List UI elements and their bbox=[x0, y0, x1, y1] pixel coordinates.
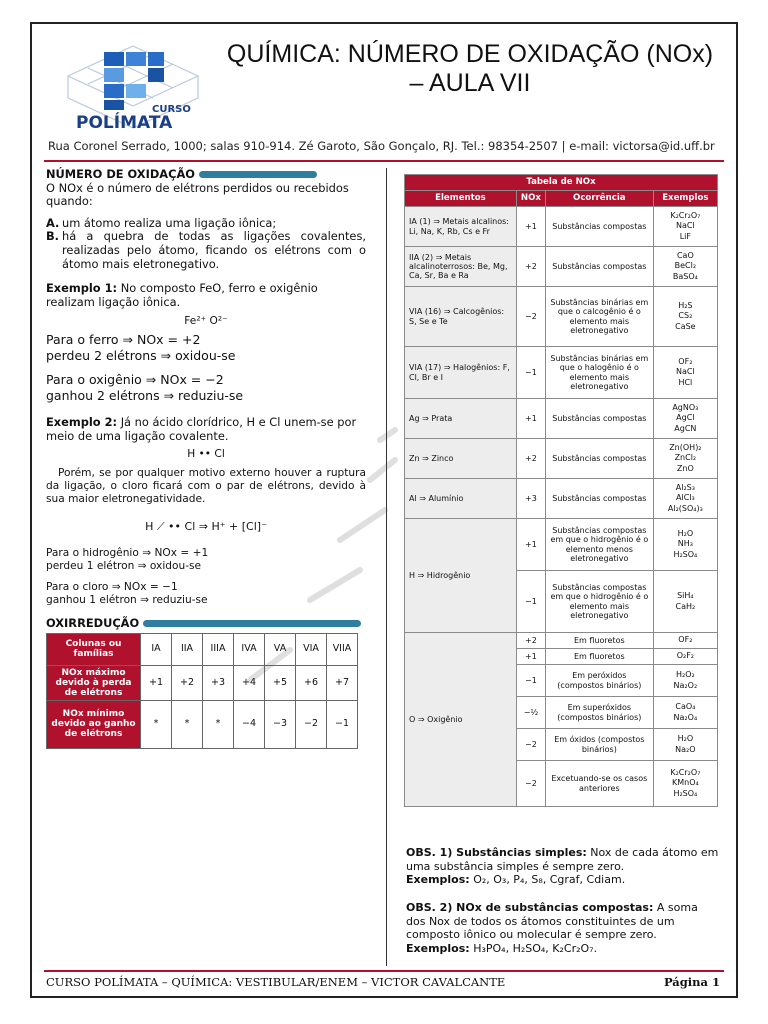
example-formula: BaSO₄ bbox=[672, 271, 698, 281]
example-formula: Al₂S₃ bbox=[675, 482, 695, 492]
example-formula: ZnCl₂ bbox=[674, 453, 697, 463]
example-formula: NaCl bbox=[676, 367, 695, 377]
nox-cell: −2 bbox=[516, 287, 545, 347]
table-row bbox=[405, 247, 718, 287]
rule-line: Para o ferro ⇒ NOx = +2 bbox=[46, 332, 201, 348]
table-cell: IIIA bbox=[203, 633, 234, 665]
intro-text: O NOx é o número de elétrons perdidos ou recebidos quando: bbox=[46, 180, 349, 209]
example-formula: NH₃ bbox=[677, 539, 693, 549]
example-formula: AlCl₃ bbox=[676, 493, 695, 503]
footer-divider bbox=[44, 970, 724, 972]
polimata-logo bbox=[48, 28, 218, 132]
element-cell: VIA (16) ⇒ Calcogênios: S, Se e Te bbox=[405, 287, 517, 347]
title-line-1: QUÍMICA: NÚMERO DE OXIDAÇÃO (NOx) bbox=[226, 40, 714, 68]
occurrence-cell: Substâncias binárias em que o calcogênio é o elemento mais eletronegativo bbox=[545, 287, 653, 347]
table-row bbox=[405, 287, 718, 347]
examples-cell bbox=[653, 399, 717, 439]
examples-cell bbox=[653, 207, 717, 247]
examples-cell bbox=[653, 479, 717, 519]
table-caption-row bbox=[405, 175, 718, 191]
section-bar bbox=[199, 171, 317, 178]
obs-2-examples-text: H₃PO₄, H₂SO₄, K₂Cr₂O₇. bbox=[473, 941, 598, 955]
example-formula: CaSe bbox=[675, 321, 696, 331]
obs-1-text bbox=[406, 846, 720, 873]
table-cell: IIA bbox=[172, 633, 203, 665]
example-formula: Na₂O bbox=[675, 744, 696, 754]
table-cell: +2 bbox=[172, 665, 203, 700]
table-cell: +3 bbox=[203, 665, 234, 700]
example-formula: KMnO₄ bbox=[671, 778, 699, 788]
example-formula: K₂Cr₂O₇ bbox=[670, 767, 701, 777]
table-cell: +7 bbox=[327, 665, 358, 700]
table-cell: +6 bbox=[296, 665, 327, 700]
table-row bbox=[405, 439, 718, 479]
row-header: Colunas ou famílias bbox=[47, 633, 141, 665]
example-formula: AgCN bbox=[674, 423, 697, 433]
example-2 bbox=[46, 416, 366, 443]
nox-cell: +2 bbox=[516, 633, 545, 649]
element-cell: Ag ⇒ Prata bbox=[405, 399, 517, 439]
occurrence-cell: Substâncias binárias em que o halogênio é o elemento mais eletronegativo bbox=[545, 347, 653, 399]
title-line-2: – AULA VII bbox=[409, 69, 531, 97]
obs-1 bbox=[406, 846, 720, 887]
example-1-label: Exemplo 1: bbox=[46, 281, 118, 296]
example-formula: NaCl bbox=[676, 221, 695, 231]
table-cell: −3 bbox=[265, 700, 296, 748]
rule-line: Para o cloro ⇒ NOx = −1 bbox=[46, 581, 178, 594]
example-formula: LiF bbox=[679, 231, 691, 241]
example-2-break-equation: H ⟋ •• Cl ⇒ H⁺ + [Cl]⁻ bbox=[145, 519, 267, 533]
table-row bbox=[405, 479, 718, 519]
examples-cell bbox=[653, 633, 717, 649]
nox-cell: −1 bbox=[516, 571, 545, 633]
examples-cell bbox=[653, 729, 717, 761]
element-cell: IIA (2) ⇒ Metais alcalinoterrosos: Be, Mg, Ca, Sr, Ba e Ra bbox=[405, 247, 517, 287]
nox-cell: +1 bbox=[516, 519, 545, 571]
table-row bbox=[47, 633, 358, 665]
example-1-ions: Fe²⁺ O²⁻ bbox=[184, 315, 228, 328]
rule-line: Para o hidrogênio ⇒ NOx = +1 bbox=[46, 547, 209, 560]
obs-2-body: A soma dos Nox de todos os átomos constituintes de um composto iônico ou molecular é sempre zero. bbox=[406, 901, 698, 942]
obs-2-label: OBS. 2) NOx de substâncias compostas: bbox=[406, 901, 654, 914]
obs-1-examples-text: O₂, O₃, P₄, S₈, Cgraf, Cdiam. bbox=[473, 873, 626, 887]
nox-cell: −½ bbox=[516, 697, 545, 729]
obs-1-label: OBS. 1) Substâncias simples: bbox=[406, 846, 587, 859]
example-formula: SiH₄ bbox=[677, 591, 694, 601]
example-formula: OF₂ bbox=[678, 356, 693, 366]
example-formula: Zn(OH)₂ bbox=[669, 442, 702, 452]
example-formula: OF₂ bbox=[678, 635, 693, 645]
example-formula: H₂S bbox=[678, 300, 693, 310]
table-cell: +1 bbox=[141, 665, 172, 700]
example-formula: ZnO bbox=[676, 463, 694, 473]
occurrence-cell: Substâncias compostas bbox=[545, 399, 653, 439]
example-formula: CaH₂ bbox=[675, 601, 696, 611]
element-cell: O ⇒ Oxigênio bbox=[405, 633, 517, 807]
table-cell: * bbox=[203, 700, 234, 748]
table-row bbox=[405, 519, 718, 571]
nox-cell: +3 bbox=[516, 479, 545, 519]
table-cell: −4 bbox=[234, 700, 265, 748]
table-row bbox=[405, 347, 718, 399]
table-cell: −1 bbox=[327, 700, 358, 748]
table-cell: * bbox=[141, 700, 172, 748]
nox-cell: −1 bbox=[516, 347, 545, 399]
obs-2-text bbox=[406, 901, 720, 942]
examples-cell bbox=[653, 519, 717, 571]
table-cell: +5 bbox=[265, 665, 296, 700]
list-item bbox=[46, 217, 366, 231]
example-formula: H₂O bbox=[677, 734, 694, 744]
logo-name-text: POLÍMATA bbox=[76, 113, 173, 132]
example-formula: CS₂ bbox=[678, 311, 693, 321]
list-item-key: B. bbox=[46, 229, 60, 244]
row-header: NOx máximo devido à perda de elétrons bbox=[47, 665, 141, 700]
page-number: Página 1 bbox=[663, 975, 720, 989]
nox-table-body bbox=[405, 207, 718, 807]
example-formula: AgCl bbox=[676, 413, 695, 423]
rule-line: perdeu 2 elétrons ⇒ oxidou-se bbox=[46, 348, 236, 364]
occurrence-cell: Substâncias compostas bbox=[545, 247, 653, 287]
occurrence-cell: Em óxidos (compostos binários) bbox=[545, 729, 653, 761]
address-line: Rua Coronel Serrado, 1000; salas 910-914. Zé Garoto, São Gonçalo, RJ. Tel.: 98354-2507 | e-mail: victorsa@id.uff.br bbox=[48, 139, 715, 153]
examples-cell bbox=[653, 761, 717, 807]
rule-line: ganhou 1 elétron ⇒ reduziu-se bbox=[46, 594, 208, 607]
occurrence-cell: Em fluoretos bbox=[545, 649, 653, 665]
nox-cell: +1 bbox=[516, 399, 545, 439]
occurrence-cell: Substâncias compostas bbox=[545, 207, 653, 247]
table-cell: +4 bbox=[234, 665, 265, 700]
examples-cell bbox=[653, 439, 717, 479]
rule-line: perdeu 1 elétron ⇒ oxidou-se bbox=[46, 560, 202, 573]
nox-cell: −2 bbox=[516, 761, 545, 807]
column-header: NOx bbox=[516, 191, 545, 207]
table-row bbox=[47, 665, 358, 700]
obs-2-examples-label: Exemplos: bbox=[406, 941, 470, 955]
header-divider bbox=[44, 160, 724, 162]
section-bar bbox=[143, 620, 361, 627]
table-row bbox=[405, 399, 718, 439]
example-2-paragraph: Porém, se por qualquer motivo externo houver a ruptura da ligação, o cloro ficará com o par de elétrons, devido à sua maior eletronegatividade. bbox=[46, 466, 366, 505]
example-formula: CaO bbox=[676, 250, 694, 260]
table-cell: VIIA bbox=[327, 633, 358, 665]
obs-1-examples bbox=[406, 873, 720, 887]
obs-1-examples-label: Exemplos: bbox=[406, 873, 470, 887]
examples-cell bbox=[653, 571, 717, 633]
list-item bbox=[46, 230, 366, 271]
examples-cell bbox=[653, 649, 717, 665]
occurrence-cell: Substâncias compostas bbox=[545, 439, 653, 479]
examples-cell bbox=[653, 287, 717, 347]
obs-2-examples bbox=[406, 942, 720, 956]
column-divider bbox=[386, 168, 387, 966]
nox-table bbox=[404, 174, 718, 807]
table-cell: * bbox=[172, 700, 203, 748]
element-cell: IA (1) ⇒ Metais alcalinos: Li, Na, K, Rb, Cs e Fr bbox=[405, 207, 517, 247]
examples-cell bbox=[653, 665, 717, 697]
example-formula: H₂SO₄ bbox=[673, 549, 698, 559]
example-formula: O₂F₂ bbox=[676, 651, 695, 661]
occurrence-cell: Em superóxidos (compostos binários) bbox=[545, 697, 653, 729]
occurrence-cell: Em fluoretos bbox=[545, 633, 653, 649]
element-cell: Zn ⇒ Zinco bbox=[405, 439, 517, 479]
list-item-text: um átomo realiza uma ligação iônica; bbox=[62, 215, 277, 230]
example-formula: HCl bbox=[678, 377, 693, 387]
example-formula: BeCl₂ bbox=[674, 261, 697, 271]
obs-1-body: Nox de cada átomo em uma substância simples é sempre zero. bbox=[406, 846, 719, 873]
examples-cell bbox=[653, 247, 717, 287]
examples-cell bbox=[653, 347, 717, 399]
example-formula: Na₂O₄ bbox=[673, 712, 698, 722]
occurrence-cell: Em peróxidos (compostos binários) bbox=[545, 665, 653, 697]
nox-cell: −2 bbox=[516, 729, 545, 761]
example-formula: H₂O bbox=[677, 528, 694, 538]
table-row bbox=[405, 633, 718, 649]
page-title bbox=[222, 40, 718, 98]
table-caption: Tabela de NOx bbox=[405, 175, 718, 191]
oxirreducao-table bbox=[46, 633, 358, 749]
example-1 bbox=[46, 282, 366, 309]
column-header: Elementos bbox=[405, 191, 517, 207]
example-2-text: Já no ácido clorídrico, H e Cl unem-se por meio de uma ligação covalente. bbox=[46, 415, 357, 443]
section-title-oxirreducao bbox=[46, 617, 366, 631]
example-formula: H₂SO₄ bbox=[673, 788, 698, 798]
example-2-label: Exemplo 2: bbox=[46, 415, 118, 430]
column-header: Exemplos bbox=[653, 191, 717, 207]
row-header: NOx mínimo devido ao ganho de elétrons bbox=[47, 700, 141, 748]
nox-cell: +2 bbox=[516, 247, 545, 287]
table-cell: −2 bbox=[296, 700, 327, 748]
examples-cell bbox=[653, 697, 717, 729]
example-formula: Na₂O₂ bbox=[673, 680, 698, 690]
example-formula: K₂Cr₂O₇ bbox=[670, 210, 701, 220]
table-row bbox=[47, 700, 358, 748]
section-title-oxirreducao-text: OXIRREDUÇÃO bbox=[46, 616, 140, 631]
example-2-formula: H •• Cl bbox=[187, 447, 225, 460]
example-formula: H₂O₂ bbox=[675, 670, 695, 680]
nox-cell: +1 bbox=[516, 207, 545, 247]
element-cell: H ⇒ Hidrogênio bbox=[405, 519, 517, 633]
table-cell: VA bbox=[265, 633, 296, 665]
example-formula: Al₂(SO₄)₃ bbox=[667, 503, 703, 513]
occurrence-cell: Substâncias compostas em que o hidrogênio é o elemento mais eletronegativo bbox=[545, 571, 653, 633]
example-1-text: No composto FeO, ferro e oxigênio realizam ligação iônica. bbox=[46, 281, 318, 309]
column-header: Ocorrência bbox=[545, 191, 653, 207]
nox-cell: +2 bbox=[516, 439, 545, 479]
list-item-text: há a quebra de todas as ligações covalentes, realizadas pelo átomo, ficando os elétrons com o átomo mais eletronegativo. bbox=[62, 229, 366, 271]
table-header-row bbox=[405, 191, 718, 207]
table-row bbox=[405, 207, 718, 247]
footer-text: CURSO POLÍMATA – QUÍMICA: VESTIBULAR/ENEM – VICTOR CAVALCANTE bbox=[46, 975, 506, 989]
table-cell: IA bbox=[141, 633, 172, 665]
left-column bbox=[46, 168, 366, 749]
obs-2 bbox=[406, 901, 720, 955]
list-item-key: A. bbox=[46, 215, 60, 230]
table-cell: IVA bbox=[234, 633, 265, 665]
element-cell: VIA (17) ⇒ Halogênios: F, Cl, Br e I bbox=[405, 347, 517, 399]
element-cell: Al ⇒ Alumínio bbox=[405, 479, 517, 519]
logo-curso-text: CURSO bbox=[152, 104, 191, 115]
example-formula: AgNO₃ bbox=[672, 402, 699, 412]
rule-line: Para o oxigênio ⇒ NOx = −2 bbox=[46, 372, 224, 388]
occurrence-cell: Excetuando-se os casos anteriores bbox=[545, 761, 653, 807]
section-title-nox bbox=[46, 168, 366, 182]
rule-line: ganhou 2 elétrons ⇒ reduziu-se bbox=[46, 388, 244, 404]
section-title-nox-text: NÚMERO DE OXIDAÇÃO bbox=[46, 167, 195, 181]
table-cell: VIA bbox=[296, 633, 327, 665]
nox-cell: +1 bbox=[516, 649, 545, 665]
occurrence-cell: Substâncias compostas em que o hidrogênio é o elemento menos eletronegativo bbox=[545, 519, 653, 571]
example-formula: CaO₄ bbox=[675, 702, 696, 712]
occurrence-cell: Substâncias compostas bbox=[545, 479, 653, 519]
nox-cell: −1 bbox=[516, 665, 545, 697]
